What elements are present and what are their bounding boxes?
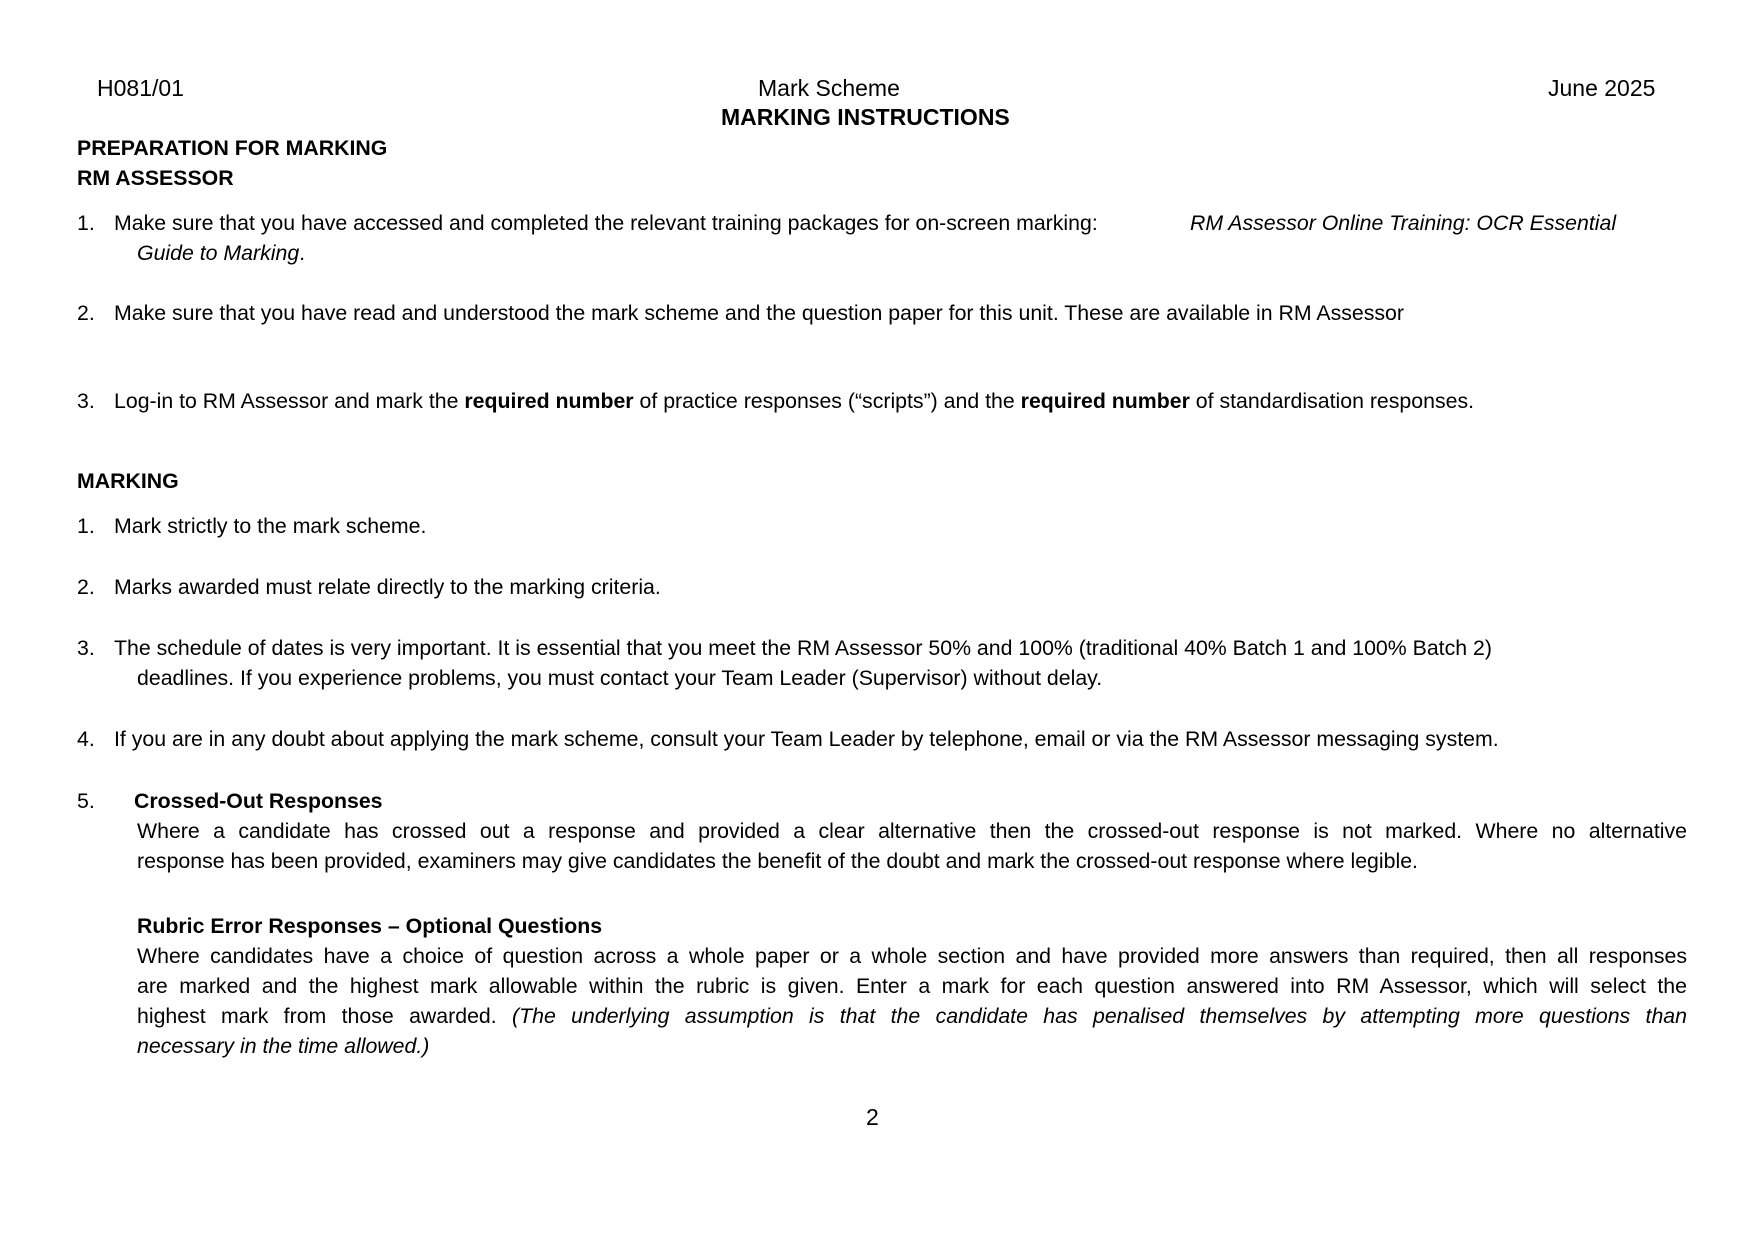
text-part: of standardisation responses.: [1189, 389, 1475, 413]
list-item-text: [114, 386, 1474, 416]
marking-heading: MARKING: [77, 469, 179, 493]
list-number: 3.: [77, 636, 95, 660]
crossed-out-heading: Crossed-Out Responses: [134, 789, 383, 813]
training-title: RM Assessor Online Training: OCR Essential: [1190, 211, 1617, 235]
page-number: 2: [866, 1104, 879, 1130]
document-date: June 2025: [1548, 75, 1656, 101]
rubric-italic-note-cont: necessary in the time allowed.): [137, 1034, 430, 1058]
preparation-heading: PREPARATION FOR MARKING: [77, 136, 388, 160]
text-part: of practice responses (“scripts”) and the: [633, 389, 1021, 413]
list-item-end: .: [299, 241, 306, 265]
list-item-text-cont: [137, 238, 305, 268]
crossed-out-text-line: Where a candidate has crossed out a response and provided a clear alternative then the crossed-out response is not marked. Where no alternative: [137, 819, 1687, 843]
rm-assessor-subheading: RM ASSESSOR: [77, 166, 234, 190]
training-title-cont: Guide to Marking: [137, 241, 300, 265]
rubric-text-line: [137, 1001, 1687, 1031]
rubric-italic-note: (The underlying assumption is that the candidate has penalised themselves by attempting more questions than: [512, 1004, 1687, 1028]
emphasis-text: required number: [464, 389, 634, 413]
list-number: 3.: [77, 389, 95, 413]
list-number: 1.: [77, 211, 95, 235]
list-number: 5.: [77, 789, 95, 813]
emphasis-text: required number: [1020, 389, 1190, 413]
document-type: Mark Scheme: [758, 75, 900, 101]
rubric-text-line: are marked and the highest mark allowable within the rubric is given. Enter a mark for each question answered into RM Assessor, which will select the: [137, 974, 1687, 998]
list-item-text: Marks awarded must relate directly to the marking criteria.: [114, 575, 661, 599]
rubric-error-heading: Rubric Error Responses – Optional Questions: [137, 914, 603, 938]
list-number: 1.: [77, 514, 95, 538]
rubric-text-line: Where candidates have a choice of question across a whole paper or a whole section and have provided more answers than required, then all responses: [137, 944, 1687, 968]
list-number: 2.: [77, 301, 95, 325]
rubric-plain-text: highest mark from those awarded.: [137, 1004, 497, 1028]
list-item-text: Make sure that you have accessed and completed the relevant training packages for on-screen marking:: [114, 211, 1098, 235]
crossed-out-text-line: response has been provided, examiners may give candidates the benefit of the doubt and mark the crossed-out response where legible.: [137, 849, 1418, 873]
page-title: MARKING INSTRUCTIONS: [721, 104, 1010, 130]
text-part: Log-in to RM Assessor and mark the: [114, 389, 465, 413]
paper-code: H081/01: [97, 75, 184, 101]
list-item-text: Mark strictly to the mark scheme.: [114, 514, 427, 538]
list-number: 2.: [77, 575, 95, 599]
list-item-text-cont: deadlines. If you experience problems, you must contact your Team Leader (Supervisor) without delay.: [137, 666, 1103, 690]
list-item-text: If you are in any doubt about applying the mark scheme, consult your Team Leader by telephone, email or via the RM Assessor messaging system.: [114, 727, 1499, 751]
list-number: 4.: [77, 727, 95, 751]
list-item-text: Make sure that you have read and understood the mark scheme and the question paper for this unit. These are available in RM Assessor: [114, 301, 1404, 325]
list-item-text: The schedule of dates is very important. It is essential that you meet the RM Assessor 50% and 100% (traditional 40% Batch 1 and 100% Batch 2): [114, 636, 1492, 660]
